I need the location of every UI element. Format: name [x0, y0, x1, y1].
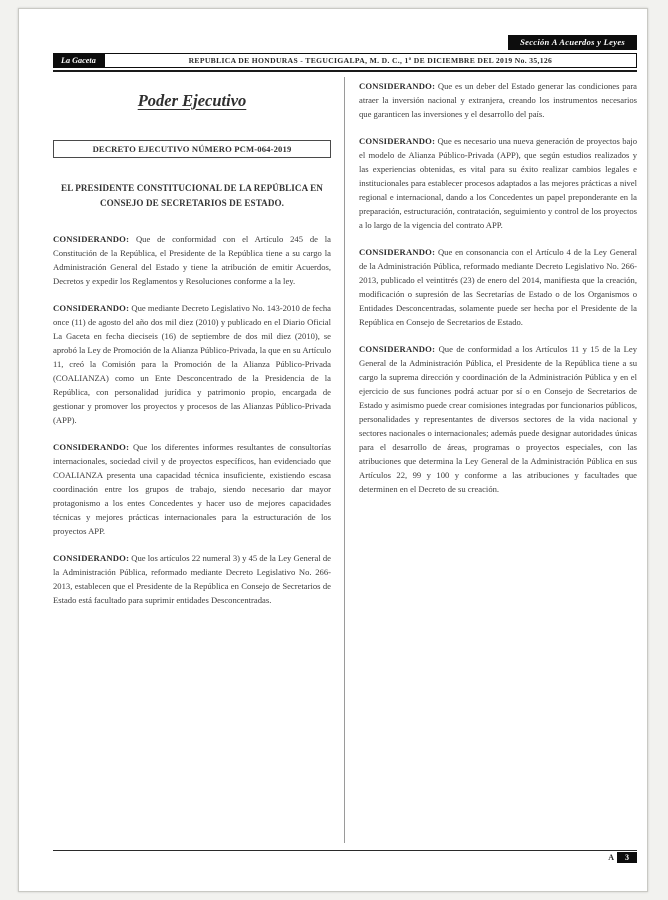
page-sheet — [18, 8, 648, 892]
considerando-lead: CONSIDERANDO: — [359, 247, 436, 257]
considerando-text: Que de conformidad a los Artículos 11 y 15 de la Ley General de la Administración Pública, el Presidente de la República tiene a su cargo la suprema dirección y coordinación de la Administración Pública y en el ejercicio de sus funciones podrá actuar por sí o en Consejo de Secretarios de Estado y asimismo puede crear comisiones integradas por funcionarios públicos, personalidades y representantes de diversos sectores de la vida nacional y sectores nacionales o internacionales; además puede designar autoridades únicas para el desarrollo de áreas, programas o proyectos especiales, con las atribuciones que determina la Ley General de la Administración Pública en sus Artículos 22, 99 y 100 y conforme a las atribuciones y facultades que determinen en el Decreto de su creación. — [359, 344, 637, 494]
masthead-rule — [53, 70, 637, 72]
page-title: Poder Ejecutivo — [137, 91, 247, 110]
considerando-paragraph — [359, 79, 637, 121]
masthead — [53, 53, 637, 68]
considerando-paragraph — [53, 232, 331, 288]
considerando-lead: CONSIDERANDO: — [53, 442, 130, 453]
considerando-lead: CONSIDERANDO: — [53, 553, 130, 564]
considerando-text: Que mediante Decreto Legislativo No. 143-2010 de fecha once (11) de agosto del año dos mil diez (2010) y publicado en el Diario Oficial La Gaceta en fecha dieciseis (16) de septiembre de dos mil diez (2010), se aprobó la Ley de Promoción de la Alianza Público-Privada, la que en su Artículo 11, creó la Comisión para la Promoción de la Alianza Público-Privada (COALIANZA) como un Ente Desconcentrado de la Presidencia de la República, con personalidad jurídica y patrimonio propio, encargada de gestionar y promover los proyectos y procesos de las Alianzas Público-Privada (APP). — [53, 303, 331, 426]
left-column — [53, 77, 344, 843]
considerando-lead: CONSIDERANDO: — [53, 234, 130, 245]
considerando-lead: CONSIDERANDO: — [53, 303, 130, 314]
considerando-text: Que en consonancia con el Artículo 4 de la Ley General de la Administración Pública, reformado mediante Decreto Legislativo No. 266-2013, publicado el veintitrés (23) de enero del 2014, manifiesta que la creación, modificación o supresión de las Secretarías de Estado o de los Organismos o Entidades Desconcentradas, solamente puede ser hecha por el Presidente de la República en Consejo de Secretarios de Estado. — [359, 247, 637, 327]
document-body — [53, 77, 637, 843]
decree-number-box: DECRETO EJECUTIVO NÚMERO PCM-064-2019 — [53, 140, 331, 158]
considerando-paragraph — [359, 245, 637, 329]
footer-rule — [53, 850, 637, 852]
considerando-text: Que es un deber del Estado generar las condiciones para atraer la inversión nacional y extranjera, creando los instrumentos necesarios que garanticen las inversiones y el desarrollo del país. — [359, 81, 637, 119]
considerando-lead: CONSIDERANDO: — [359, 136, 436, 146]
masthead-issue-line: REPUBLICA DE HONDURAS - TEGUCIGALPA, M. D. C., 1º DE DICIEMBRE DEL 2019 No. 35,126 — [105, 54, 636, 67]
considerando-paragraph — [53, 440, 331, 538]
left-paragraph-list — [53, 232, 331, 607]
footer-section-letter: A — [608, 853, 614, 862]
preamble-heading: EL PRESIDENTE CONSTITUCIONAL DE LA REPÚBLICA EN CONSEJO DE SECRETARIOS DE ESTADO. — [61, 183, 323, 208]
considerando-text: Que los artículos 22 numeral 3) y 45 de la Ley General de la Administración Pública, reformado mediante Decreto Legislativo No. 266-2013, establecen que el Presidente de la República en Consejo de Secretarios de Estado está facultado para suprimir entidades Desconcentradas. — [53, 553, 331, 606]
gazette-brand: La Gaceta — [54, 54, 105, 67]
considerando-paragraph — [359, 342, 637, 496]
considerando-text: Que es necesario una nueva generación de proyectos bajo el modelo de Alianza Público-Privada (APP), que según estudios realizados y las experiencias obtenidas, es vital para su éxito realizar cambios legales e institucionales para establecer procesos adaptados a las mejores prácticas a nivel regional e internacional, dando a los Concedentes un papel preponderante en la preparación, estructuración, contratación, seguimiento y control de los proyectos a lo largo de la vigencia del contrato APP. — [359, 136, 637, 230]
considerando-paragraph — [359, 134, 637, 232]
considerando-paragraph — [53, 301, 331, 427]
considerando-text: Que de conformidad con el Artículo 245 de la Constitución de la República, el Presidente de la República tiene a su cargo la Administración General del Estado y tiene la atribución de emitir Acuerdos, Decretos y expedir los Reglamentos y Resoluciones conforme a la ley. — [53, 234, 331, 287]
right-paragraph-list — [359, 79, 637, 496]
page-footer — [608, 852, 637, 863]
considerando-lead: CONSIDERANDO: — [359, 344, 436, 354]
section-tab: Sección A Acuerdos y Leyes — [508, 35, 637, 50]
considerando-paragraph — [53, 551, 331, 607]
considerando-lead: CONSIDERANDO: — [359, 81, 436, 91]
footer-page-number: 3 — [617, 852, 637, 863]
considerando-text: Que los diferentes informes resultantes de consultorías internacionales, sociedad civil y de proyectos específicos, han evidenciado que COALIANZA presenta una capacidad técnica insuficiente, existiendo escasa coordinación entre los grupos de trabajo, siendo necesario dar mayor protagonismo a los entes Concedentes y hacer uso de mejores capacidades técnicas y mejores prácticas internacionales para la estructuración de los proyectos APP. — [53, 442, 331, 537]
right-column — [345, 77, 637, 843]
